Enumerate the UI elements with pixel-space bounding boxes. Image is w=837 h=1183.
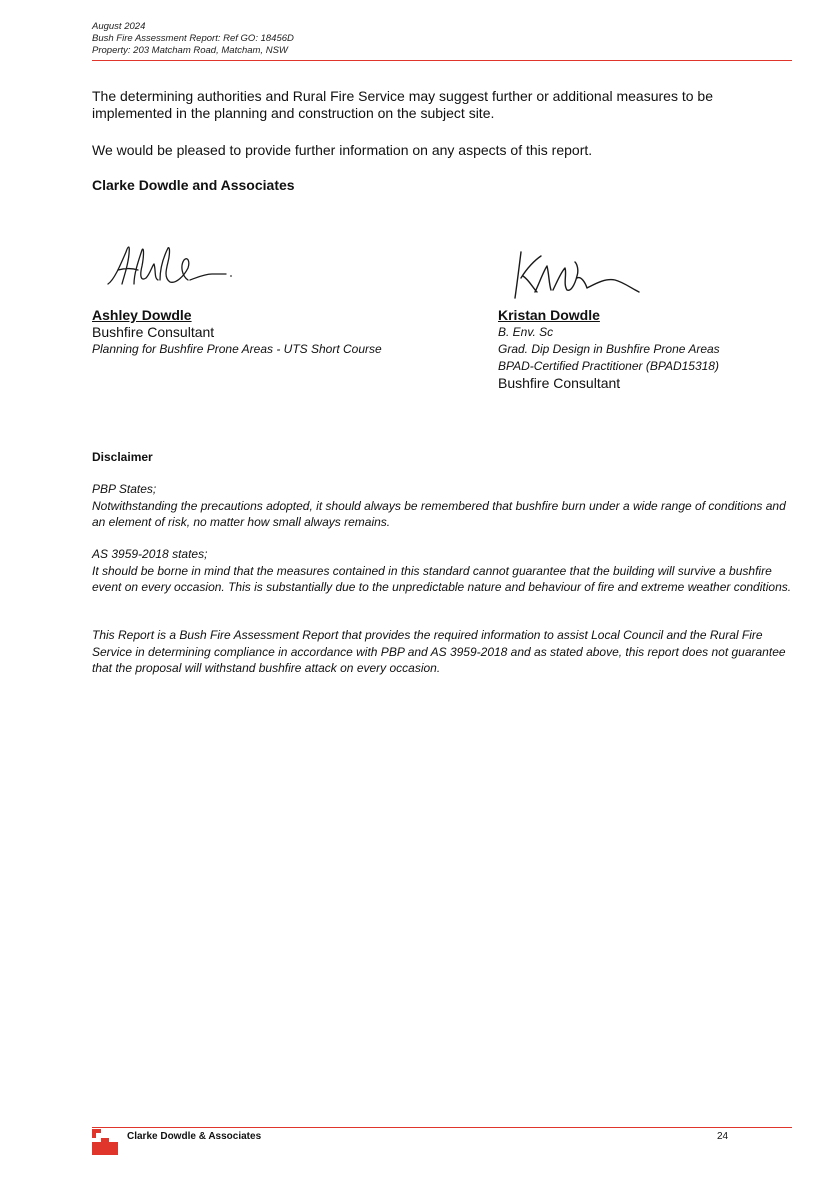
signatory-2 <box>498 307 720 392</box>
footer-company: Clarke Dowdle & Associates <box>127 1131 262 1142</box>
signatory-qualification: Planning for Bushfire Prone Areas - UTS Short Course <box>92 342 382 356</box>
body-paragraph-1: The determining authorities and Rural Fire Service may suggest further or additional measures to be implemented in the planning and construction on the subject site. <box>92 88 713 121</box>
page-header <box>92 21 294 57</box>
header-divider <box>92 60 792 61</box>
signatory-name: Ashley Dowdle <box>92 307 192 323</box>
header-report-ref: Bush Fire Assessment Report: Ref GO: 18456D <box>92 33 294 44</box>
signatory-role: Bushfire Consultant <box>498 375 621 391</box>
disclaimer-pbp-block <box>92 481 792 531</box>
disclaimer-pbp-heading: PBP States; <box>92 482 157 496</box>
header-property: Property: 203 Matcham Road, Matcham, NSW <box>92 45 288 56</box>
signatory-qualification: B. Env. Sc <box>498 325 554 339</box>
signatory-qualification: Grad. Dip Design in Bushfire Prone Areas <box>498 342 720 356</box>
signature-ashley-dowdle <box>104 240 239 295</box>
body-paragraph-2: We would be pleased to provide further information on any aspects of this report. <box>92 142 593 158</box>
company-logo-icon <box>92 1129 118 1155</box>
signatory-role: Bushfire Consultant <box>92 324 215 340</box>
signatory-name: Kristan Dowdle <box>498 307 600 323</box>
disclaimer-as-text: It should be borne in mind that the measures contained in this standard cannot guarantee that the building will survive a bushfire event on every occasion. This is substantially due to the unpredictable nature and behaviour of fire and extreme weather conditions. <box>92 563 792 594</box>
disclaimer-as-block <box>92 546 792 596</box>
disclaimer-report-text: This Report is a Bush Fire Assessment Report that provides the required information to assist Local Council and the Rural Fire Service in determining compliance in accordance with PBP and AS 3959-2018 and as stated above, this report does not guarantee that the proposal will withstand bushfire attack on every occasion. <box>92 628 786 675</box>
header-date: August 2024 <box>92 21 146 32</box>
disclaimer-title: Disclaimer <box>92 450 153 464</box>
page-number: 24 <box>717 1131 729 1142</box>
company-name: Clarke Dowdle and Associates <box>92 177 295 193</box>
disclaimer-pbp-text: Notwithstanding the precautions adopted, it should always be remembered that bushfire burn under a wide range of conditions and an element of risk, no matter how small always remains. <box>92 498 786 529</box>
signatory-qualification: BPAD-Certified Practitioner (BPAD15318) <box>498 359 719 373</box>
disclaimer-as-heading: AS 3959-2018 states; <box>92 547 208 561</box>
footer-divider <box>92 1127 792 1128</box>
signatory-1 <box>92 307 382 358</box>
signature-kristan-dowdle <box>505 248 645 303</box>
